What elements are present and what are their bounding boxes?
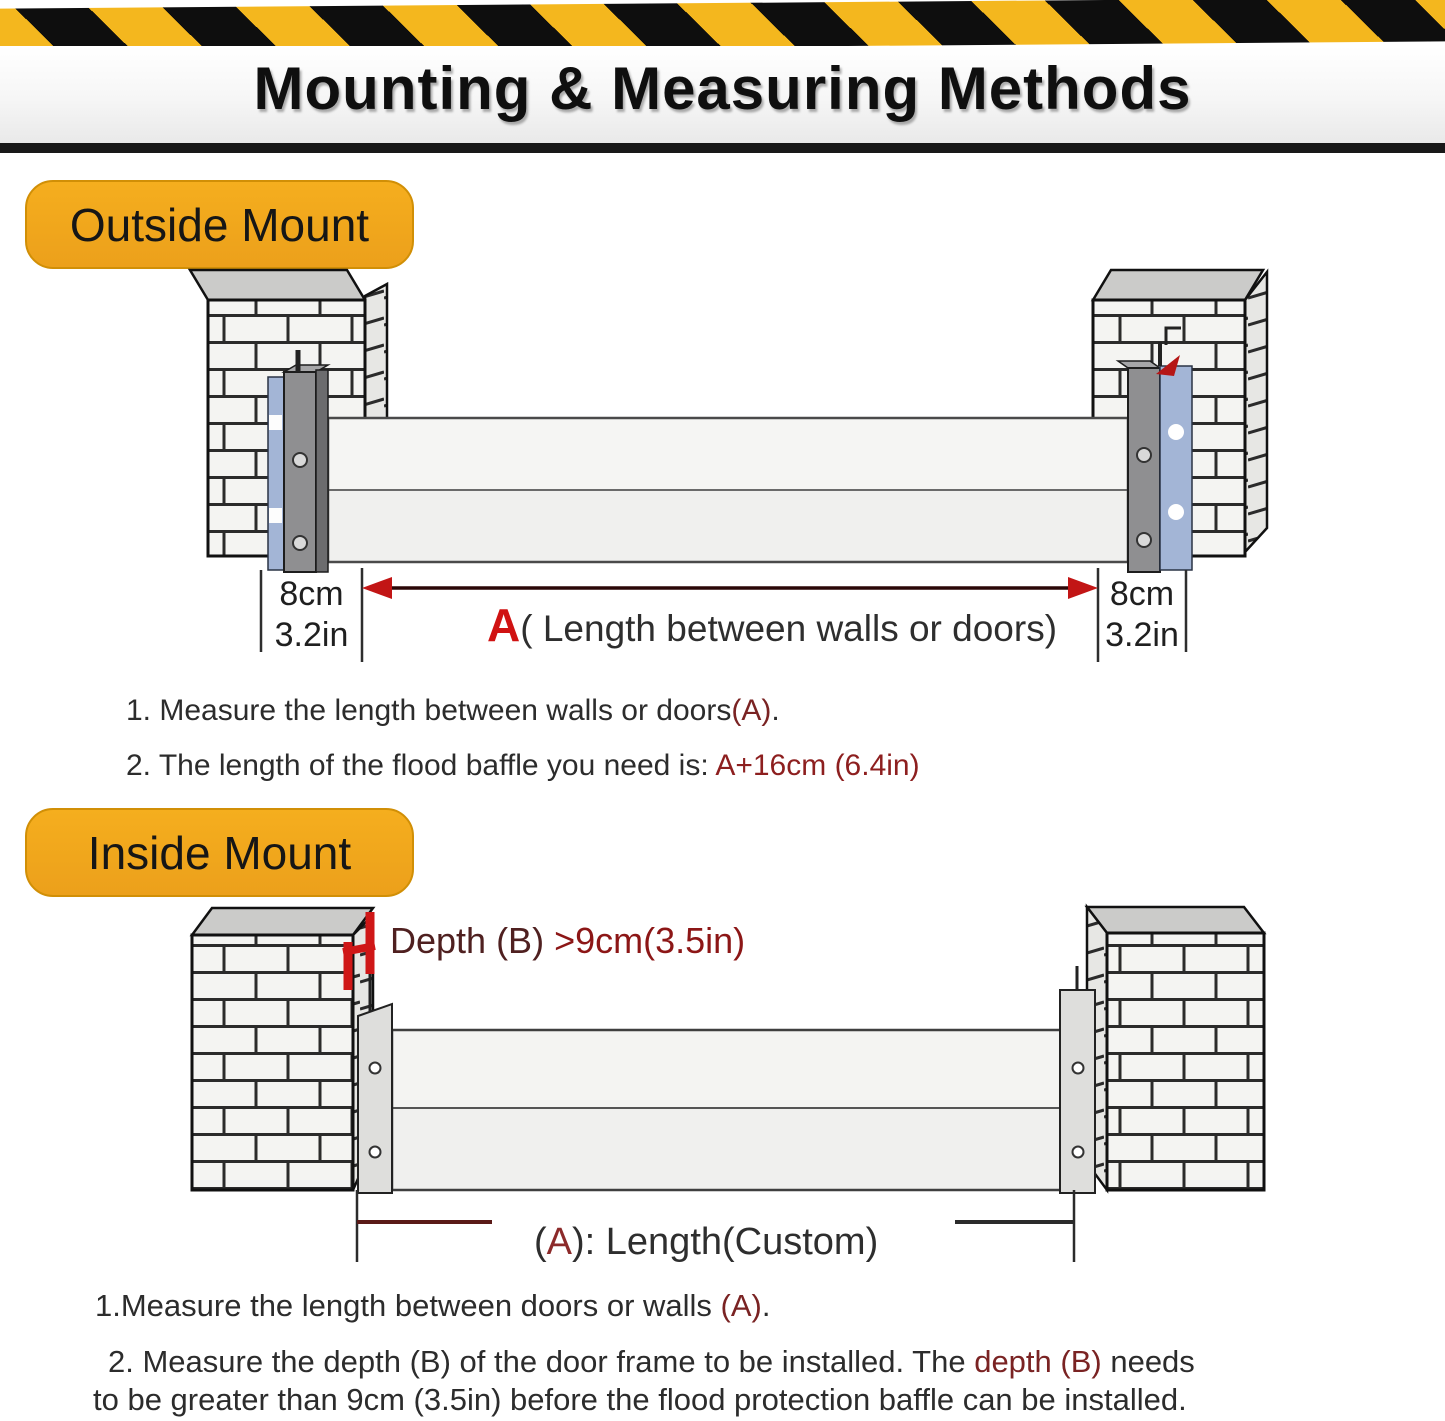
- outside-mount-label-text: Outside Mount: [69, 198, 370, 251]
- outside-mount-label: [25, 180, 414, 269]
- screw-hole: [370, 1063, 381, 1074]
- hazard-stripe-banner: [0, 0, 1445, 53]
- inside-step-2-cont: to be greater than 9cm (3.5in) before the flood protection baffle can be installed.: [93, 1382, 1187, 1417]
- dim-right-cm: 8cm: [1109, 575, 1175, 613]
- dim-left-cm: 8cm: [279, 575, 344, 613]
- outside-barrier-panels: [328, 418, 1128, 562]
- clip-dot: [1168, 424, 1184, 440]
- screw-hole: [1073, 1147, 1084, 1158]
- screw-hole: [370, 1147, 381, 1158]
- inside-barrier-panels: [392, 1030, 1062, 1190]
- screw-hole: [1137, 533, 1151, 547]
- screw-hole: [293, 536, 307, 550]
- depth-label: Depth (B) >9cm(3.5in): [390, 920, 746, 961]
- inside-right-channel: [1060, 966, 1095, 1193]
- dim-left-in: 3.2in: [274, 616, 349, 654]
- arrowhead-right: [1068, 577, 1098, 599]
- screw-hole: [293, 453, 307, 467]
- length-a-letter: A: [487, 599, 521, 651]
- inside-step-2: 2. Measure the depth (B) of the door frame to be installed. The depth (B) needs: [108, 1344, 1195, 1379]
- outside-step-2: 2. The length of the flood baffle you need is: A+16cm (6.4in): [126, 749, 920, 782]
- page-title: Mounting & Measuring Methods: [253, 55, 1192, 122]
- inside-mount-label-text: Inside Mount: [87, 826, 352, 879]
- screw-hole: [1073, 1063, 1084, 1074]
- inside-mount-label: [25, 808, 414, 897]
- arrowhead-left: [362, 577, 392, 599]
- clip-dot: [1168, 504, 1184, 520]
- outside-step-1: 1. Measure the length between walls or doors(A).: [126, 694, 780, 727]
- outside-left-channel: [268, 350, 328, 572]
- outside-right-channel: [1118, 342, 1192, 572]
- screw-hole: [1137, 448, 1151, 462]
- length-custom-label: (A): Length(Custom): [534, 1221, 879, 1263]
- dim-right-in: 3.2in: [1105, 616, 1179, 654]
- inside-right-pillar: [1087, 907, 1264, 1190]
- inside-left-channel: [358, 1004, 392, 1193]
- length-between-walls-label: A( Length between walls or doors): [487, 599, 1058, 651]
- inside-step-1: 1.Measure the length between doors or walls (A).: [95, 1288, 771, 1323]
- header-divider-bar: [0, 143, 1445, 153]
